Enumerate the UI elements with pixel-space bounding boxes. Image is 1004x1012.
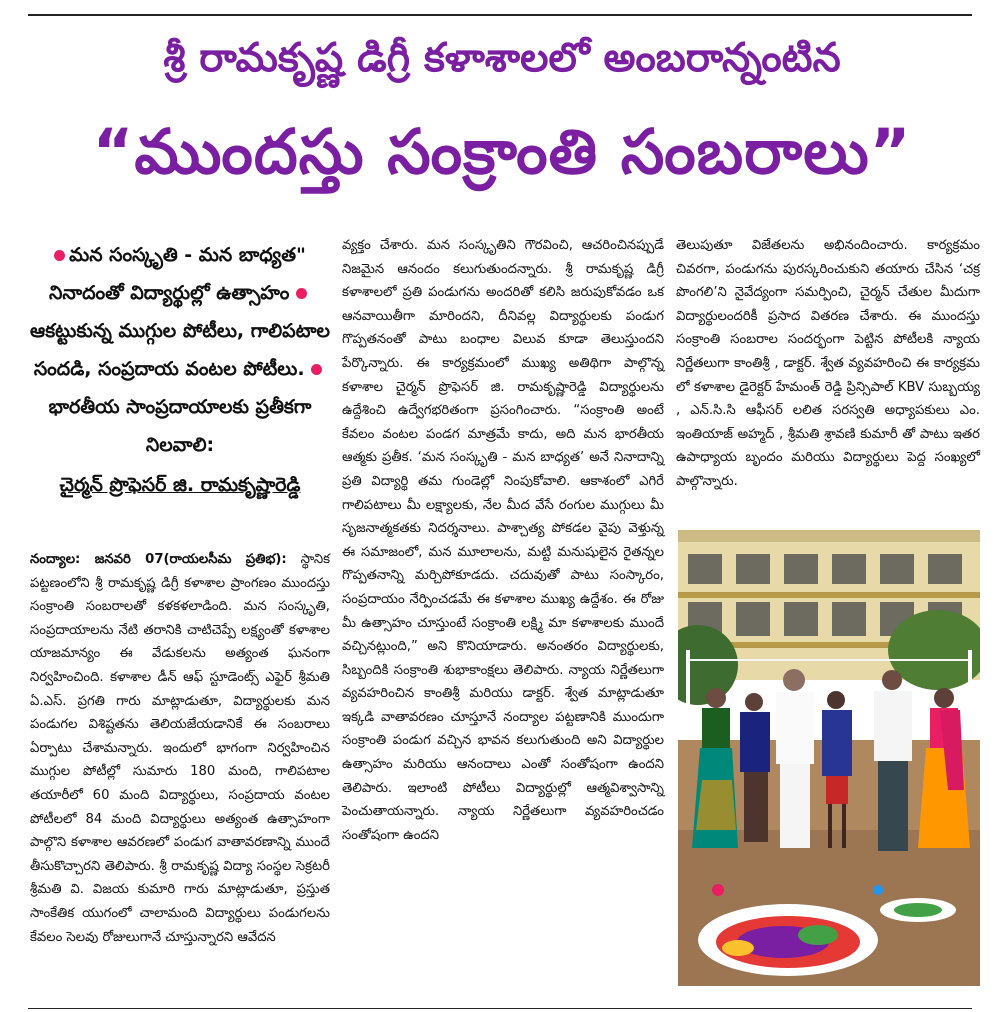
article-column-2-text: వ్యక్తం చేశారు. మన సంస్కృతిని గౌరవించి, ఆచరించినప్పుడే నిజమైన ఆనందం కలుగుతుందన్నారు. శ్రీ రామకృష్ణ డిగ్రీ కళాశాలలో ప్రతి పండుగను అందరితో కలిసి జరుపుకోవడం ఒక ఆనవాయితీగా మారిందని, దీనివల్ల విద్యార్థులకు పండుగ గొప్పతనంతో పాటు బంధాల విలువ కూడా తెలుస్తుందని పేర్కొన్నారు. ఈ కార్యక్రమంలో ముఖ్య అతిథిగా పాల్గొన్న కళాశాల చైర్మన్ ప్రొఫెసర్ జి. రామకృష్ణారెడ్డి విద్యార్థులను ఉద్దేశించి ఉద్వేగభరితంగా ప్రసంగించారు. “సంక్రాంతి అంటే కేవలం వంటల పండగ మాత్రమే కాదు, అది మన భారతీయ ఆత్మకు ప్రతీక. ‘మన సంస్కృతి - మన బాధ్యత’ అనే నినాదాన్ని ప్రతి విద్యార్థి తమ గుండెల్లో నింపుకోవాలి. ఆకాశంలో ఎగిరే గాలిపటాలు మీ లక్ష్యాలకు, నేల మీద వేసే రంగుల ముగ్గులు మీ సృజనాత్మకతకు నిదర్శనాలు. పాశ్చాత్య పోకడల వైపు వెళ్తున్న ఈ సమాజంలో, మన మూలాలను, మట్టి మనుషులైన రైతన్నల గొప్పతనాన్ని మర్చిపోకూడదు. చదువుతో పాటు సంస్కారం, సంప్రదాయం నేర్పించడమే ఈ కళాశాల ముఖ్య ఉద్దేశం. ఈ రోజు మీ ఉత్సాహం చూస్తుంటే సంక్రాంతి లక్ష్మి మా కళాశాలకు ముందే వచ్చినట్లుంది,” అని కొనియాడారు. అనంతరం విద్యార్థులకు, సిబ్బందికి సంక్రాంతి శుభాకాంక్షలు తెలిపారు. న్యాయ నిర్ణేతలుగా వ్యవహరించిన కాంతిశ్రీ మరియు డాక్టర్. శ్వేత మాట్లాడుతూ ఇక్కడి వాతావరణం చూస్తూనే నంద్యాల పట్టణానికి ముందుగా సంక్రాంతి పండుగ వచ్చిన భావన కలుగుతుంది అని విద్యార్థుల ఉత్సాహం మరియు ఆనందాలు ఎంతో సంతోషంగా ఉందని తెలిపారు. ఇలాంటి పోటీలు విద్యార్థుల్లో ఆత్మవిశ్వాసాన్ని పెంచుతాయన్నారు. న్యాయ నిర్ణేతలుగా వ్యవహరించడం సంతోషంగా ఉందని (342, 238, 664, 843)
highlights-box (30, 236, 330, 504)
bottom-rule (28, 1008, 972, 1009)
highlight-1: మన సంస్కృతి - మన బాధ్యత" నినాదంతో విద్యార్థుల్లో ఉత్సాహం (49, 244, 306, 304)
event-photo (678, 530, 980, 986)
article-column-2 (342, 234, 664, 847)
dateline: నంద్యాల: జనవరి 07(రాయలసీమ ప్రతిభ): (30, 552, 287, 567)
byline: చైర్మన్ ప్రొఫెసర్ జి. రామకృష్ణారెడ్డి (59, 474, 301, 496)
article-column-1-text: స్థానిక పట్టణంలోని శ్రీ రామకృష్ణ డిగ్రీ కళాశాల ప్రాంగణం ముందస్తు సంక్రాంతి సంబరాలతో కళకళలాడింది. మన సంస్కృతి, సంప్రదాయాలను నేటి తరానికి చాటిచెప్పే లక్ష్యంతో కళాశాల యాజమాన్యం ఈ వేడుకలను అత్యంత ఘనంగా నిర్వహించింది. కళాశాల డీన్ ఆఫ్ స్టూడెంట్స్ ఎఫైర్ శ్రీమతి ఏ.ఎస్. ప్రగతి గారు మాట్లాడుతూ, విద్యార్థులకు మన పండుగల విశిష్టతను తెలియజేయడానికే ఈ సంబరాలు ఏర్పాటు చేశామన్నారు. ఇందులో భాగంగా నిర్వహించిన ముగ్గుల పోటీల్లో సుమారు 180 మంది, గాలిపటాల తయారీలో 60 మంది విద్యార్థులు, సంప్రదాయ వంటల పోటీలలో 84 మంది విద్యార్థులు అత్యంత ఉత్సాహంగా పాల్గొని కళాశాల ఆవరణలో పండుగ వాతావరణాన్ని ముందే తీసుకొచ్చారని తెలిపారు. శ్రీ రామకృష్ణ విద్యా సంస్థల సెక్రటరీ శ్రీమతి వి. విజయ కుమారి గారు మాట్లాడుతూ, ప్రస్తుత సాంకేతిక యుగంలో చాలామంది విద్యార్థులు పండుగలను కేవలం సెలవు రోజులుగానే చూస్తున్నారని ఆవేదన (30, 552, 330, 945)
bullet-dot-icon (296, 288, 307, 299)
bullet-dot-icon (311, 364, 322, 375)
article-column-3 (676, 234, 980, 494)
highlight-3: భారతీయ సాంప్రదాయాలకు ప్రతీకగా నిలవాలి: (48, 396, 312, 456)
article-column-1 (30, 548, 330, 949)
headline-line-1: శ్రీ రామకృష్ణ డిగ్రీ కళాశాలలో అంబరాన్నంటిన (163, 35, 841, 81)
headline-line-2: “ముందస్తు సంక్రాంతి సంబరాలు” (92, 115, 912, 188)
bullet-dot-icon (54, 250, 65, 261)
article-column-3-text: తెలుపుతూ విజేతలను అభినందించారు. కార్యక్రమం చివరగా, పండుగను పురస్కరించుకుని తయారు చేసిన ‘చక్ర పొంగలి’ని నైవేద్యంగా సమర్పించి, చైర్మన్ చేతుల మీదుగా విద్యార్థులందరికీ ప్రసాద వితరణ చేశారు. ఈ ముందస్తు సంక్రాంతి సంబరాల సందర్భంగా పెట్టిన పోటీలకి న్యాయ నిర్ణేతలుగా కాంతిశ్రీ , డాక్టర్. శ్వేత వ్యవహరించి ఈ కార్యక్రమ లో కళాశాల డైరెక్టర్ హేమంత్ రెడ్డి ప్రిన్సిపాల్ KBV సుబ్బయ్య , ఎన్.సి.సి ఆఫీసర్ లలిత సరస్వతి అధ్యాపకులు ఎం. ఇంతియాజ్ అహ్మద్ , శ్రీమతి శ్రావణి కుమారీ తో పాటు ఇతర ఉపాధ్యాయ బృందం మరియు విద్యార్థులు పెద్ద సంఖ్యలో పాల్గొన్నారు. (676, 238, 980, 489)
highlight-2: ఆకట్టుకున్న ముగ్గుల పోటీలు, గాలిపటాల సందడి, సంప్రదాయ వంటల పోటీలు. (30, 320, 330, 380)
top-rule (28, 14, 972, 16)
